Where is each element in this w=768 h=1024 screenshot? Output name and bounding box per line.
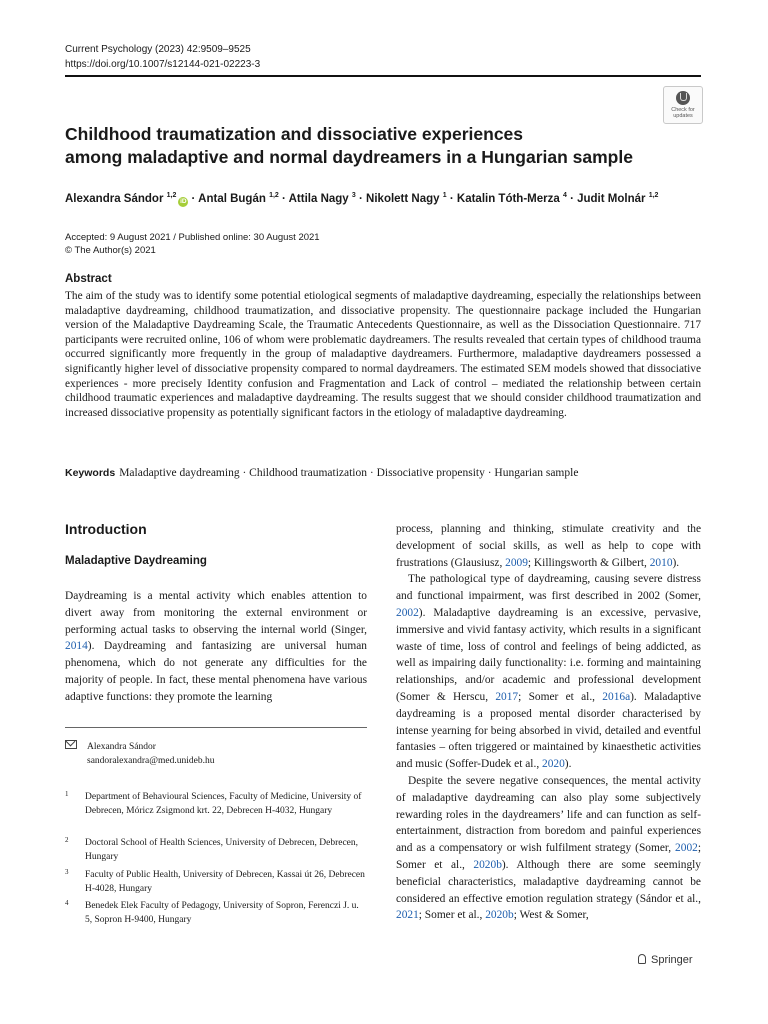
paragraph: The pathological type of daydreaming, causing severe distress and functional impairment, was first described in 2002 (Somer, 2002). Maladaptive daydreaming is an excessive, pervasive, immersive and vivid fantasy activity, which results in a significant waste of time, loss of control and feelings of being addicted, as well as impairing daily functionality: i.e. forming and maintaining relationships, and/or academic and professional development (Somer & Herscu, 2017; Somer et al., 2016a). Maladaptive daydreaming is a proposed mental disorder characterised by intense yearning for being absorbed in vivid, detailed and eventful fantasies – often triggered or maintained by kinaesthetic activities and music (Soffer-Dudek et al., 2020). <box>396 573 701 771</box>
citation-link[interactable]: 2016a <box>602 690 631 703</box>
citation-link[interactable]: 2009 <box>505 556 528 569</box>
citation-link[interactable]: 2014 <box>65 640 88 653</box>
citation-link[interactable]: 2020 <box>542 758 565 771</box>
citation-link[interactable]: 2002 <box>396 606 419 619</box>
abstract-text: The aim of the study was to identify some potential etiological segments of maladaptive daydreaming, especially the relationships between maladaptive daydreaming, childhood traumatization, and dissociative propensity. The questionnaire package included the Hungarian version of the Maladaptive Daydreaming Scale, the Traumatic Antecedents Questionnaire, as well as the Dissociation Questionnaire. 717 participants were recruited online, 106 of whom were problematic daydreamers. The results revealed that certain types of childhood trauma occurred significantly more frequently in the group of maladaptive daydreamers. Furthermore, maladaptive daydreamers possessed a significantly higher level of dissociative propensity compared to normal daydreamers. The estimated SEM models showed that dissociative experiences - more precisely Identity confusion and Fragmentation and Lack of control – mediated the relationship between certain childhood traumatic experiences and maladaptive daydreaming. The results suggest that we should consider childhood traumatization and increased dissociative propensity as potentially significant factors in the etiology of maladaptive daydreaming. <box>65 290 701 419</box>
author[interactable]: Attila Nagy $^3$ <box>288 192 356 205</box>
keywords <box>65 467 705 479</box>
publisher-footer <box>636 953 693 966</box>
citation-link[interactable]: 2020b <box>473 858 502 871</box>
right-column-body <box>396 521 701 924</box>
publication-dates <box>65 231 320 257</box>
orcid-icon[interactable]: iD <box>180 198 187 205</box>
journal-citation: Current Psychology (2023) 42:9509–9525 <box>65 44 251 55</box>
section-heading-introduction: Introduction <box>65 521 147 537</box>
author[interactable]: Katalin Tóth-Merza $^4$ <box>456 192 567 205</box>
citation-link[interactable]: 2017 <box>495 690 519 703</box>
paragraph: process, planning and thinking, stimulate creativity and the development of social skills, as well as help to cope with frustrations (Glausiusz, 2009; Killingsworth & Gilbert, 2010). <box>396 523 701 569</box>
corresponding-email[interactable]: sandoralexandra@med.unideb.hu <box>87 756 215 766</box>
keywords-label: Keywords <box>65 467 116 479</box>
subsection-heading: Maladaptive Daydreaming <box>65 555 207 567</box>
journal-header <box>65 42 260 72</box>
paragraph: Daydreaming is a mental activity which enables attention to divert away from monitoring the external environment or performing actual tasks to observing the internal world (Singer, 2014). Daydreaming and fantasizing are universal human phenomena, which do not generate any difficulties for the majority of people. In fact, these mental phenomena have various adaptive functions: they promote the learning <box>65 590 367 703</box>
author[interactable]: Antal Bugán $^{1,2}$ <box>198 192 279 205</box>
header-rule <box>65 75 701 77</box>
citation-link[interactable]: 2021 <box>396 909 419 922</box>
springer-logo-icon <box>636 953 647 964</box>
crossmark-icon <box>676 91 690 105</box>
keywords-text: Maladaptive daydreaming · Childhood traumatization · Dissociative propensity · Hungarian sample <box>119 467 579 479</box>
author[interactable]: Judit Molnár $^{1,2}$ <box>577 192 659 205</box>
author[interactable]: Nikolett Nagy $^1$ <box>366 192 447 205</box>
publisher-name: Springer <box>651 954 693 966</box>
envelope-icon <box>65 740 77 749</box>
check-for-updates-badge[interactable]: Check for updates <box>663 86 703 124</box>
author[interactable]: Alexandra Sándor $^{1,2}$ <box>65 192 177 205</box>
copyright-line: © The Author(s) 2021 <box>65 245 156 256</box>
left-column-body <box>65 588 367 706</box>
corresponding-author: Alexandra Sándor <box>87 742 156 752</box>
footnote-rule <box>65 727 367 728</box>
dates-line: Accepted: 9 August 2021 / Published online: 30 August 2021 <box>65 232 320 243</box>
doi-link[interactable]: https://doi.org/10.1007/s12144-021-02223-3 <box>65 59 261 70</box>
article-title: Childhood traumatization and dissociative experiences among maladaptive and normal daydreamers in a Hungarian sample <box>65 124 633 167</box>
author-list: Alexandra Sándor $^{1,2}$iD · Antal Bugán $^{1,2}$ · Attila Nagy $^3$ · Nikolett Nagy $^1$ · Katalin Tóth-Merza $^4$ · Judit Molnár $^{1,2}$ <box>65 192 659 205</box>
citation-link[interactable]: 2010 <box>649 556 673 569</box>
citation-link[interactable]: 2020b <box>485 909 514 922</box>
paragraph: Despite the severe negative consequences, the mental activity of maladaptive daydreaming can also play some subjectively rewarding roles in the daydreamers’ life and can function as self-entertainment, distraction from boredom and painful experiences and as a compensatory or wish fulfilment strategy (Somer, 2002; Somer et al., 2020b). Although there are some seemingly beneficial characteristics, maladaptive daydreaming cannot be considered an effective emotion regulation strategy (Sándor et al., 2021; Somer et al., 2020b; West & Somer, <box>396 774 701 922</box>
correspondence <box>65 740 214 768</box>
citation-link[interactable]: 2002 <box>675 842 698 855</box>
abstract-heading: Abstract <box>65 273 112 285</box>
